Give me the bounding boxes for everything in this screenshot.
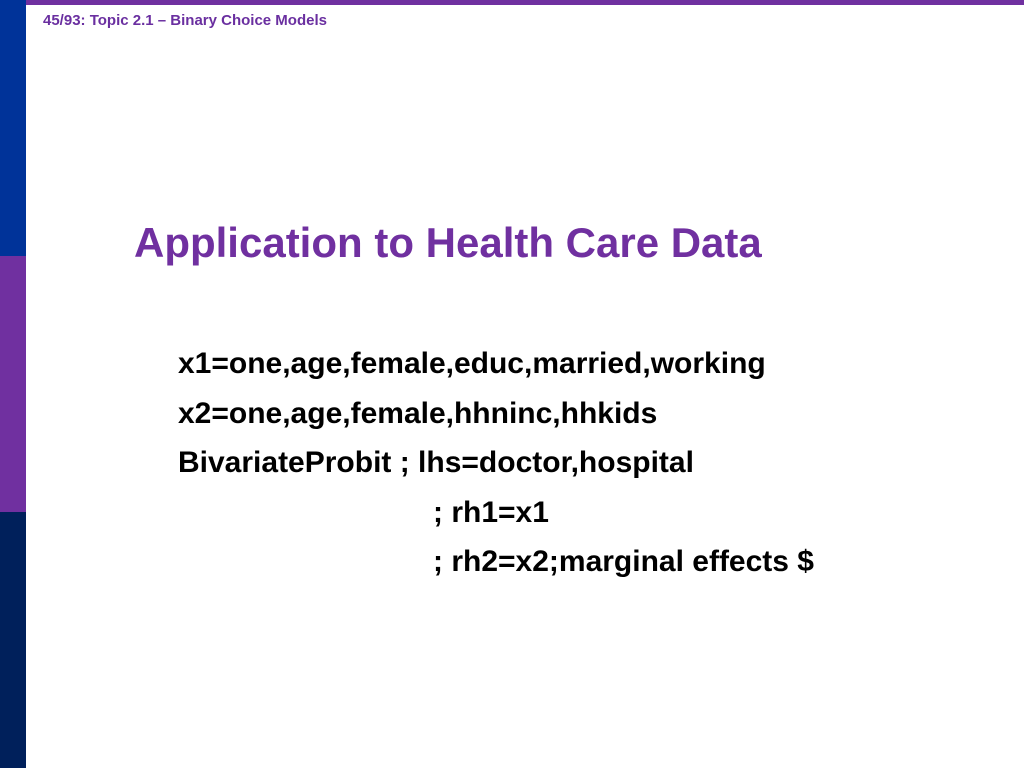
code-line-rh1: ; rh1=x1 [433,495,549,529]
code-line-x1: x1=one,age,female,educ,married,working [178,347,766,380]
sidebar-segment-purple [0,256,26,512]
sidebar-segment-blue [0,0,26,256]
top-accent-rule [0,0,1024,5]
slide-title: Application to Health Care Data [134,219,762,266]
code-line-bivariate-probit: BivariateProbit ; lhs=doctor,hospital [178,446,694,479]
code-line-x2: x2=one,age,female,hhninc,hhkids [178,396,658,430]
code-line-rh2: ; rh2=x2;marginal effects $ [433,545,814,578]
slide-header-label: 45/93: Topic 2.1 – Binary Choice Models [43,12,327,29]
command-code-block [178,342,814,590]
sidebar-segment-navy [0,512,26,768]
